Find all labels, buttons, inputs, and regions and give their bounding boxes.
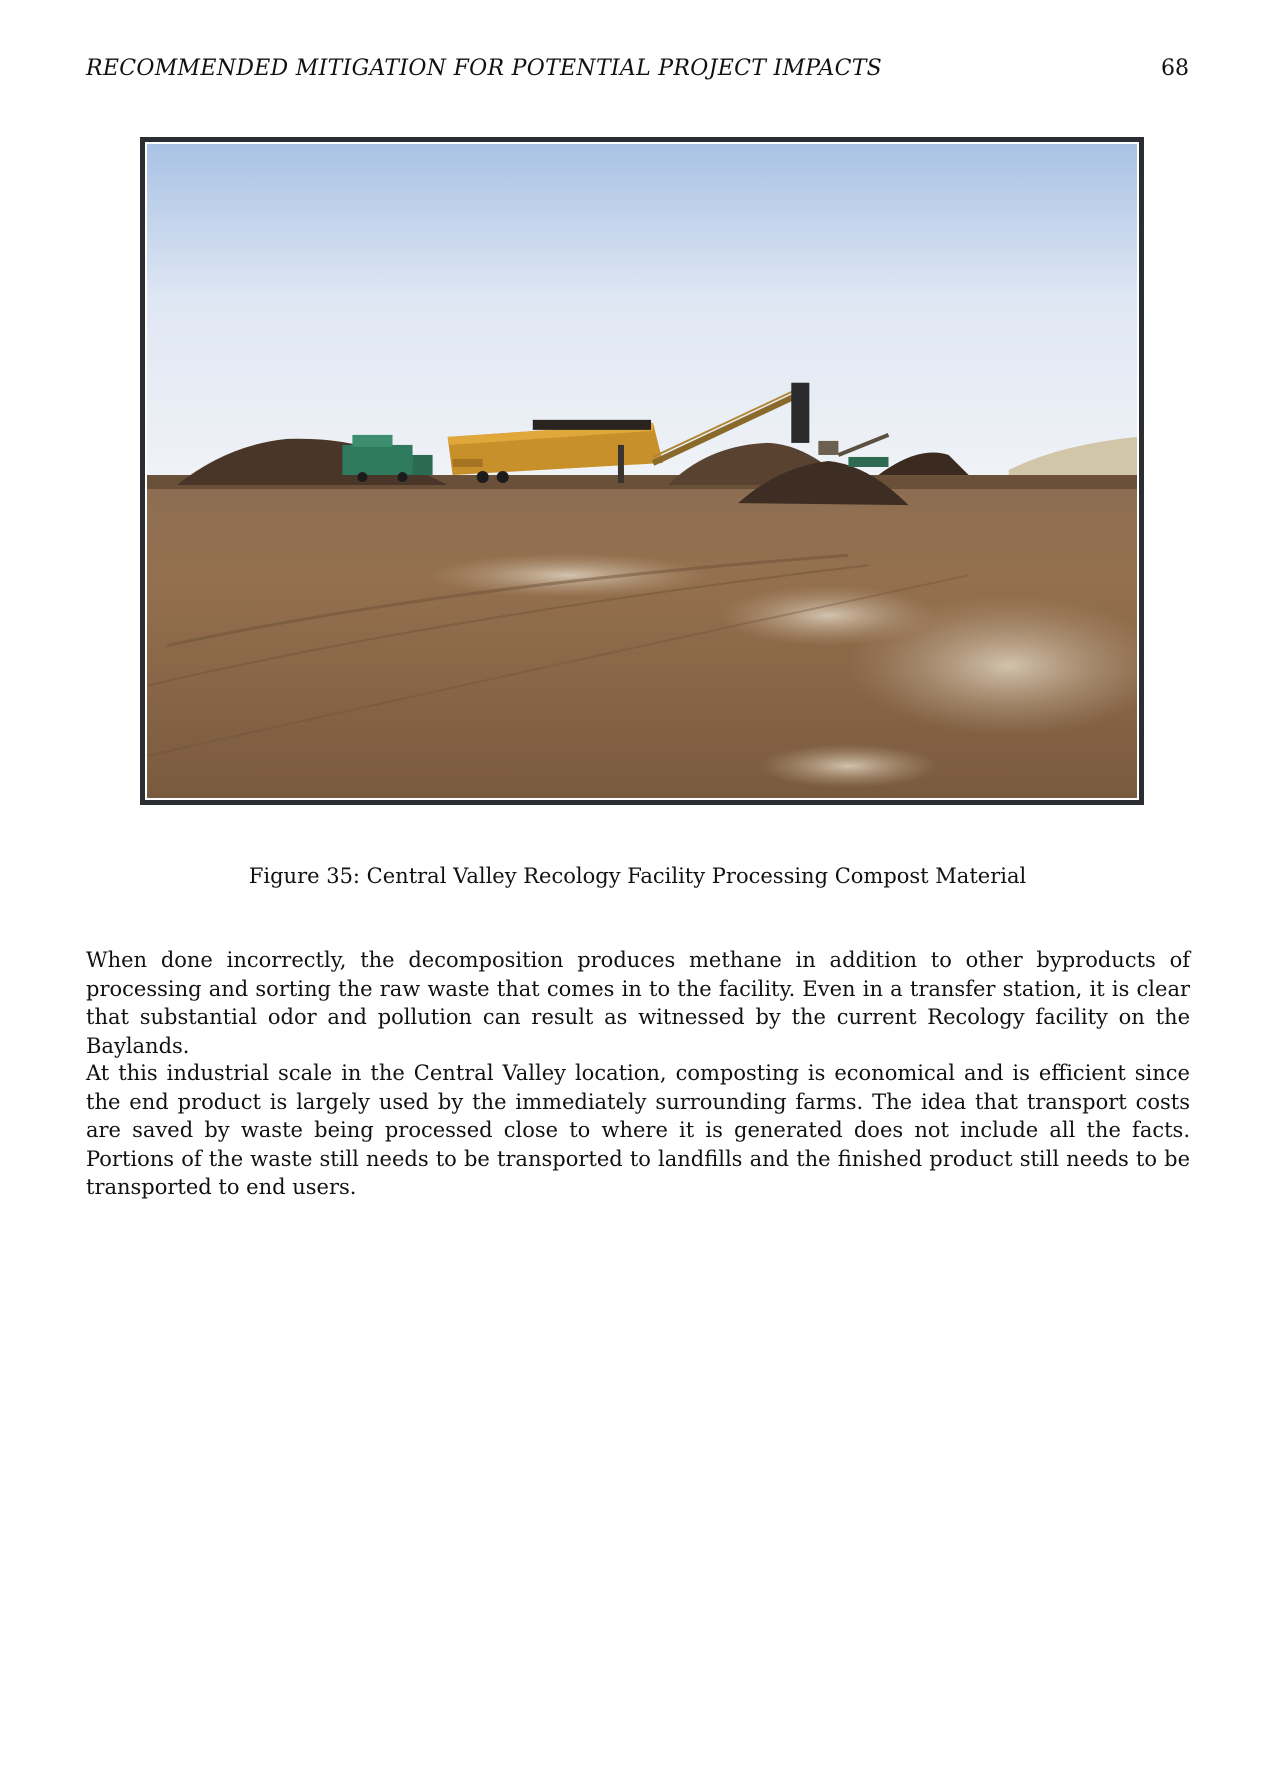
dry-patch	[758, 744, 938, 788]
body-paragraph-2	[86, 1059, 1190, 1202]
figure-caption: Figure 35: Central Valley Recology Facility Processing Compost Material	[248, 864, 1027, 888]
page-header	[86, 56, 1189, 81]
figure-photo	[145, 142, 1139, 800]
dry-patch	[718, 585, 938, 645]
page-number: 68	[1161, 56, 1189, 81]
paragraph-text: At this industrial scale in the Central Valley location, composting is economical and is efficient since the end product is largely used by the immediately surrounding farms. The idea that transport costs are saved by waste being processed close to where it is generated does not include all the facts. Portions of the waste still needs to be transported to landfills and the finished product still needs to be transported to end users.	[86, 1061, 1190, 1199]
body-paragraph-1	[86, 946, 1190, 1060]
figure-photo-frame	[140, 137, 1144, 805]
running-title: RECOMMENDED MITIGATION FOR POTENTIAL PROJECT IMPACTS	[86, 56, 883, 81]
paragraph-text: When done incorrectly, the decomposition produces methane in addition to other byproducts of processing and sorting the raw waste that comes in to the facility. Even in a transfer station, it is clear that substantial odor and pollution can result as witnessed by the current Recology facility on the Baylands.	[86, 948, 1190, 1058]
compost-facility-photo	[147, 144, 1137, 798]
